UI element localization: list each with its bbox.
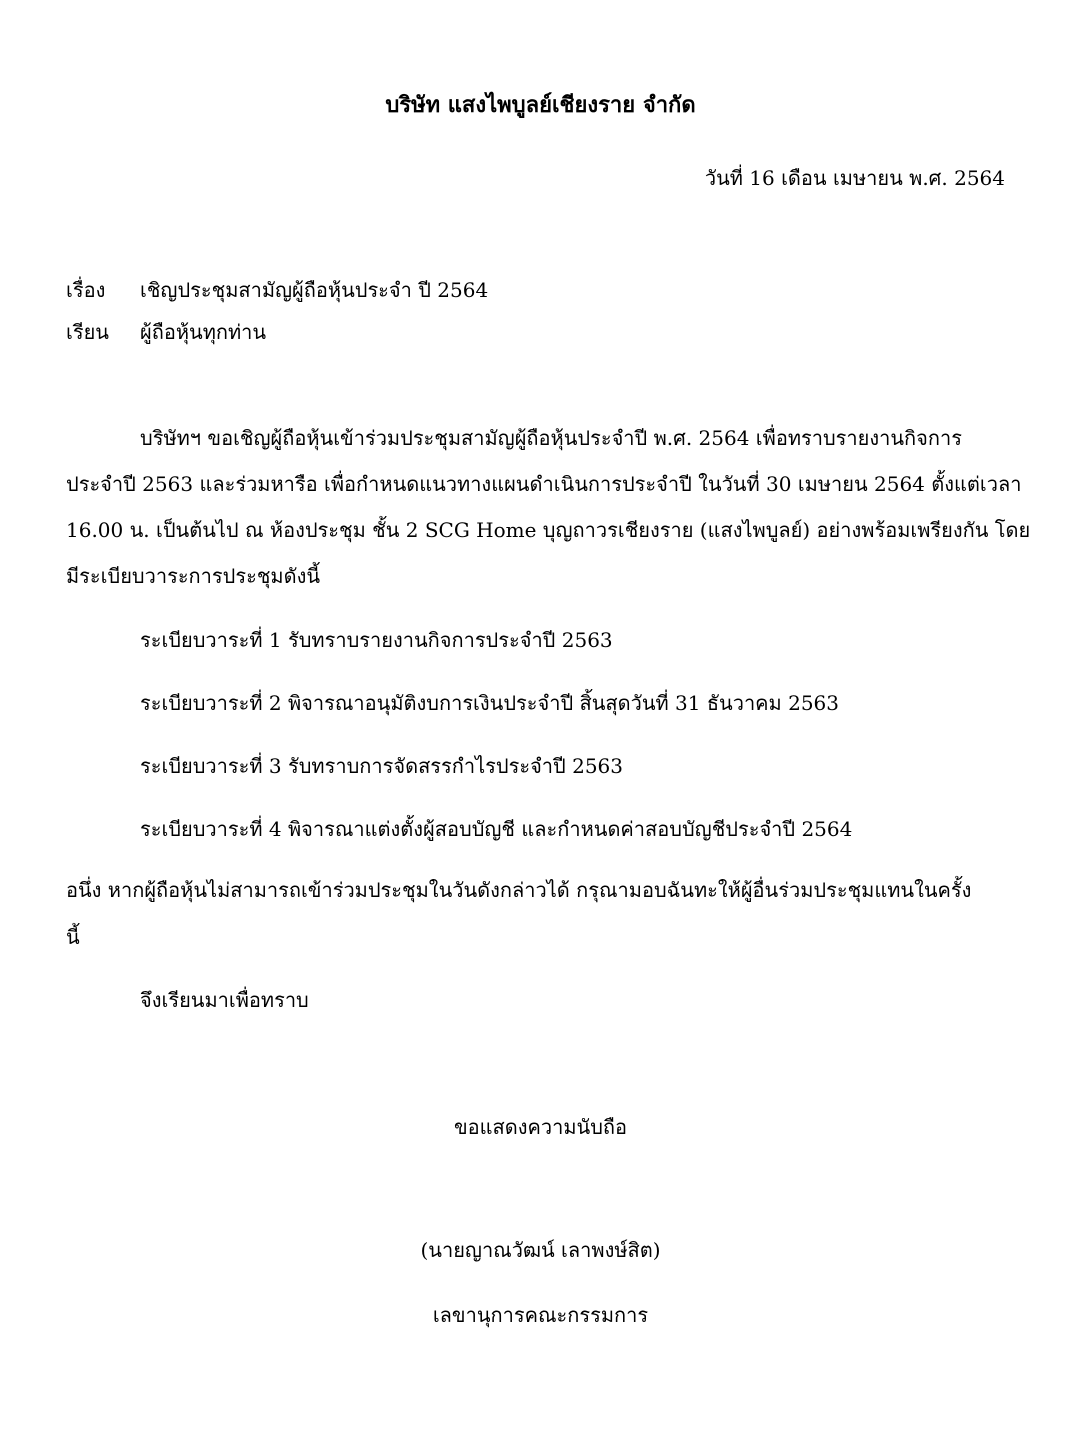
recipient-text: ผู้ถือหุ้นทุกท่าน: [140, 320, 267, 344]
recipient-label: เรียน: [66, 320, 109, 344]
regards: ขอแสดงความนับถือ: [453, 1115, 628, 1139]
company-name: บริษัท แสงไพบูลย์เชียงราย จำกัด: [385, 92, 696, 118]
body-line: บริษัทฯ ขอเชิญผู้ถือหุ้นเข้าร่วมประชุมสามัญผู้ถือหุ้นประจำปี พ.ศ. 2564 เพื่อทราบรายงานกิจการ: [140, 426, 962, 450]
agenda-item: ระเบียบวาระที่ 4 พิจารณาแต่งตั้งผู้สอบบัญชี และกำหนดค่าสอบบัญชีประจำปี 2564: [140, 817, 853, 841]
body-line: ประจำปี 2563 และร่วมหารือ เพื่อกำหนดแนวทางแผนดำเนินการประจำปี ในวันที่ 30 เมษายน 2564 ตั้งแต่เวลา: [66, 472, 1022, 496]
agenda-item: ระเบียบวาระที่ 2 พิจารณาอนุมัติงบการเงินประจำปี สิ้นสุดวันที่ 31 ธันวาคม 2563: [140, 691, 839, 715]
agenda-item: ระเบียบวาระที่ 3 รับทราบการจัดสรรกำไรประจำปี 2563: [140, 754, 623, 778]
agenda-item: ระเบียบวาระที่ 1 รับทราบรายงานกิจการประจำปี 2563: [140, 628, 613, 652]
subject-label: เรื่อง: [66, 278, 106, 302]
letter-date: วันที่ 16 เดือน เมษายน พ.ศ. 2564: [704, 166, 1005, 190]
body-line: มีระเบียบวาระการประชุมดังนี้: [66, 564, 321, 588]
closing-line: จึงเรียนมาเพื่อทราบ: [140, 988, 309, 1012]
signer-title: เลขานุการคณะกรรมการ: [432, 1303, 649, 1327]
note-line: นี้: [66, 925, 80, 949]
subject-text: เชิญประชุมสามัญผู้ถือหุ้นประจำ ปี 2564: [140, 278, 489, 302]
body-line: 16.00 น. เป็นต้นไป ณ ห้องประชุม ชั้น 2 SCG Home บุญถาวรเชียงราย (แสงไพบูลย์) อย่างพร้อมเพรียงกัน โดย: [66, 518, 1031, 542]
note-line: อนึ่ง หากผู้ถือหุ้นไม่สามารถเข้าร่วมประชุมในวันดังกล่าวได้ กรุณามอบฉันทะให้ผู้อื่นร่วมประชุมแทนในครั้ง: [66, 878, 972, 902]
signer-name: (นายญาณวัฒน์ เลาพงษ์สิต): [420, 1238, 661, 1262]
